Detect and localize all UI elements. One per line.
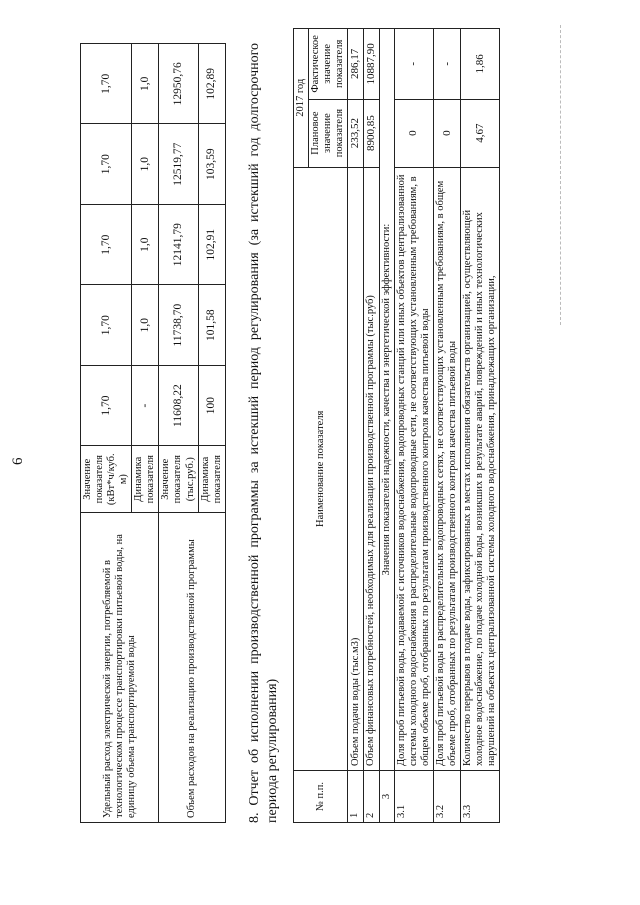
- column-header-indicator: Наименование показателя: [294, 167, 348, 770]
- actual-value: 10887,90: [363, 29, 379, 100]
- table-row: [379, 29, 394, 823]
- table-cell: 1,0: [132, 204, 159, 284]
- table-row: [348, 29, 364, 823]
- indicator-kind: Значение показателя (кВт*ч/куб. м): [81, 446, 132, 513]
- table-cell: 12950,76: [159, 44, 198, 125]
- actual-value: 286,17: [348, 29, 364, 100]
- indicators-table: [80, 43, 226, 823]
- row-number: 3.3: [460, 771, 499, 823]
- table-row: [363, 29, 379, 823]
- indicator-kind: Динамика показателя: [198, 446, 225, 513]
- row-indicator: Доля проб питьевой воды в распределительных водопроводных сетях, не соответствующих установленным требованиям, в общем объеме проб, отобранных по результатам производственного контроля качества питьевой воды: [433, 167, 460, 770]
- planned-value: 4,67: [460, 99, 499, 167]
- table-cell: 1,0: [132, 285, 159, 365]
- indicator-kind: Значение показателя (тыс.руб.): [159, 446, 198, 513]
- planned-value: 0: [394, 99, 433, 167]
- table-cell: 11608,22: [159, 365, 198, 445]
- indicator-kind: Динамика показателя: [132, 446, 159, 513]
- column-header-actual: Фактическое значение показателя: [309, 29, 348, 100]
- planned-value: 0: [433, 99, 460, 167]
- table-cell: 1,70: [81, 44, 132, 125]
- table-cell: 1,70: [81, 365, 132, 445]
- table-cell: 1,70: [81, 204, 132, 284]
- scan-artifact-line: [560, 25, 562, 325]
- column-header-planned: Плановое значение показателя: [309, 99, 348, 167]
- table-cell: 12141,79: [159, 204, 198, 284]
- planned-value: 8900,85: [363, 99, 379, 167]
- table-row: [460, 29, 499, 823]
- actual-value: -: [394, 29, 433, 100]
- row-number: 3.1: [394, 771, 433, 823]
- table-cell: 101,58: [198, 285, 225, 365]
- row-indicator: Объем финансовых потребностей, необходимых для реализации производственной программы (тыс.руб): [363, 167, 379, 770]
- row-number: 3: [379, 771, 394, 823]
- page-number: 6: [10, 457, 26, 465]
- row-indicator: Доля проб питьевой воды, подаваемой с источников водоснабжения, водопроводных станций или иных объектов централизованной системы холодного водоснабжения в распределительные водопроводные сети, не соответствующих установленным требованиям, в общем объеме проб, отобранных по результатам производственного контроля качества питьевой воды: [394, 167, 433, 770]
- table-cell: 1,0: [132, 124, 159, 204]
- row-number: 1: [348, 771, 364, 823]
- table-cell: 102,89: [198, 44, 225, 125]
- table-cell: 1,0: [132, 44, 159, 125]
- row-number: 3.2: [433, 771, 460, 823]
- table-cell: 103,59: [198, 124, 225, 204]
- indicator-name: Объем расходов на реализацию производственной программы: [159, 513, 225, 823]
- planned-value: 233,52: [348, 99, 364, 167]
- table-cell: -: [132, 365, 159, 445]
- section-heading: 8. Отчет об исполнении производственной программы за истекший период регулирования (за истекший год долгосрочного периода регулирования): [247, 43, 280, 823]
- actual-value: 1,86: [460, 29, 499, 100]
- row-indicator: Количество перерывов в подаче воды, зафиксированных в местах исполнения обязательств организацией, осуществляющей холодное водоснабжение, по подаче холодной воды, возникших в результате аварий, повреждений и иных технологических нарушений на объектах централизованной системы холодного водоснабжения, принадлежащих организации,: [460, 167, 499, 770]
- column-header-year: 2017 год: [294, 29, 309, 168]
- table-cell: 102,91: [198, 204, 225, 284]
- indicator-name: Удельный расход электрической энергии, потребляемой в технологическом процессе транспортировки питьевой воды, на единицу объема транспортируемой воды: [81, 513, 159, 823]
- program-report-table: [293, 28, 500, 823]
- table-cell: 1,70: [81, 124, 132, 204]
- row-number: 2: [363, 771, 379, 823]
- table-header-row: [294, 29, 309, 823]
- table-cell: 1,70: [81, 285, 132, 365]
- table-row: [394, 29, 433, 823]
- table-row: [433, 29, 460, 823]
- row-indicator: Значения показателей надежности, качества и энергетической эффективности:: [379, 29, 394, 771]
- actual-value: -: [433, 29, 460, 100]
- table-row: [159, 44, 198, 823]
- table-row: [81, 44, 132, 823]
- column-header-number: № п.п.: [294, 771, 348, 823]
- row-indicator: Объем подачи воды (тыс.м3): [348, 167, 364, 770]
- table-cell: 100: [198, 365, 225, 445]
- table-cell: 12519,77: [159, 124, 198, 204]
- table-cell: 11738,70: [159, 285, 198, 365]
